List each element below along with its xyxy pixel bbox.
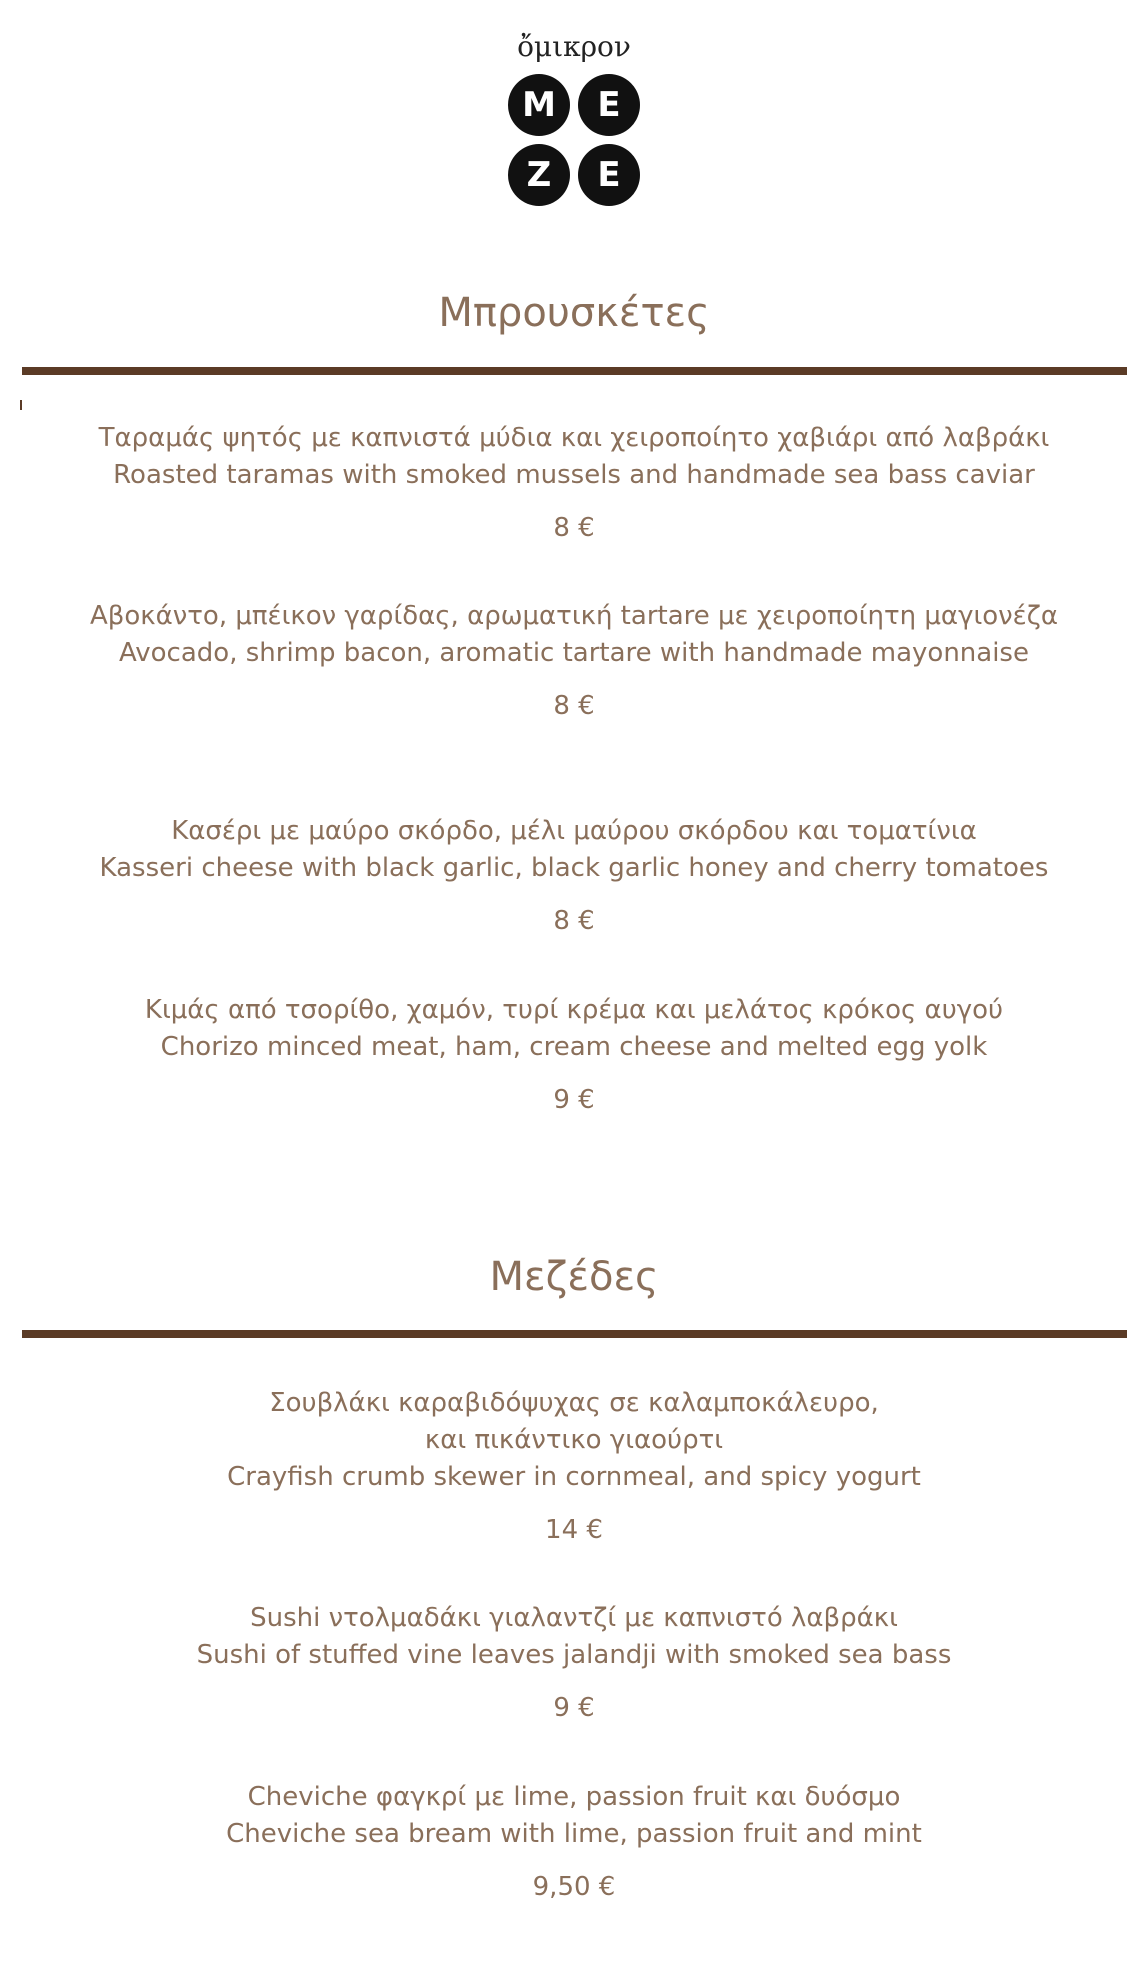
item-name-english: Cheviche sea bream with lime, passion fruit and mint (226, 1819, 922, 1849)
item-name-greek: Ταραμάς ψητός με καπνιστά μύδια και χειροποίητο χαβιάρι από λαβράκι (98, 423, 1050, 453)
logo-wordmark: ὄμικρον (517, 30, 631, 63)
divider-tick (20, 400, 22, 410)
logo-letter: Z (508, 144, 570, 206)
item-name-greek: Sushi ντολμαδάκι γιαλαντζί με καπνιστό λαβράκι (250, 1603, 898, 1633)
item-name-english: Avocado, shrimp bacon, aromatic tartare with handmade mayonnaise (119, 638, 1029, 668)
menu-item (0, 813, 1148, 940)
item-name-greek: Κασέρι με μαύρο σκόρδο, μέλι μαύρου σκόρδου και τοματίνια (171, 816, 977, 846)
section-divider (22, 1330, 1127, 1338)
logo-letter: M (508, 74, 570, 136)
item-price: 8 € (553, 906, 595, 936)
item-name-greek: Κιμάς από τσορίθο, χαμόν, τυρί κρέμα και μελάτος κρόκος αυγού (144, 995, 1004, 1025)
item-name-english: Crayfish crumb skewer in cornmeal, and spicy yogurt (227, 1462, 921, 1492)
section-divider (22, 367, 1127, 375)
item-price: 8 € (553, 513, 595, 543)
item-price: 9 € (553, 1693, 595, 1723)
item-name-english: Roasted taramas with smoked mussels and handmade sea bass caviar (113, 460, 1035, 490)
menu-item (0, 1385, 1148, 1549)
item-name-english: Kasseri cheese with black garlic, black garlic honey and cherry tomatoes (99, 853, 1049, 883)
item-name-english: Sushi of stuffed vine leaves jalandji with smoked sea bass (196, 1640, 952, 1670)
item-price: 8 € (553, 691, 595, 721)
menu-item (0, 992, 1148, 1119)
menu-item (0, 420, 1148, 547)
item-name-greek: Cheviche φαγκρί με lime, passion fruit και δυόσμο (247, 1782, 901, 1812)
item-name-english: Chorizo minced meat, ham, cream cheese and melted egg yolk (160, 1032, 988, 1062)
section-title-bruschetta: Μπρουσκέτες (438, 290, 710, 336)
menu-item (0, 1779, 1148, 1906)
item-price: 9 € (553, 1085, 595, 1115)
item-price: 14 € (545, 1515, 603, 1545)
brand-logo (0, 30, 1148, 206)
menu-item (0, 1600, 1148, 1727)
section-title-meze: Μεζέδες (489, 1254, 659, 1300)
item-price: 9,50 € (532, 1872, 616, 1902)
logo-letter: E (578, 144, 640, 206)
logo-letter-grid (0, 74, 1148, 206)
menu-item (0, 598, 1148, 725)
item-name-greek: Αβοκάντο, μπέικον γαρίδας, αρωματική tartare με χειροποίητη μαγιονέζα (89, 601, 1059, 631)
logo-letter: E (578, 74, 640, 136)
item-name-greek-cont: και πικάντικο γιαούρτι (424, 1425, 724, 1455)
item-name-greek: Σουβλάκι καραβιδόψυχας σε καλαμποκάλευρο, (269, 1388, 879, 1418)
